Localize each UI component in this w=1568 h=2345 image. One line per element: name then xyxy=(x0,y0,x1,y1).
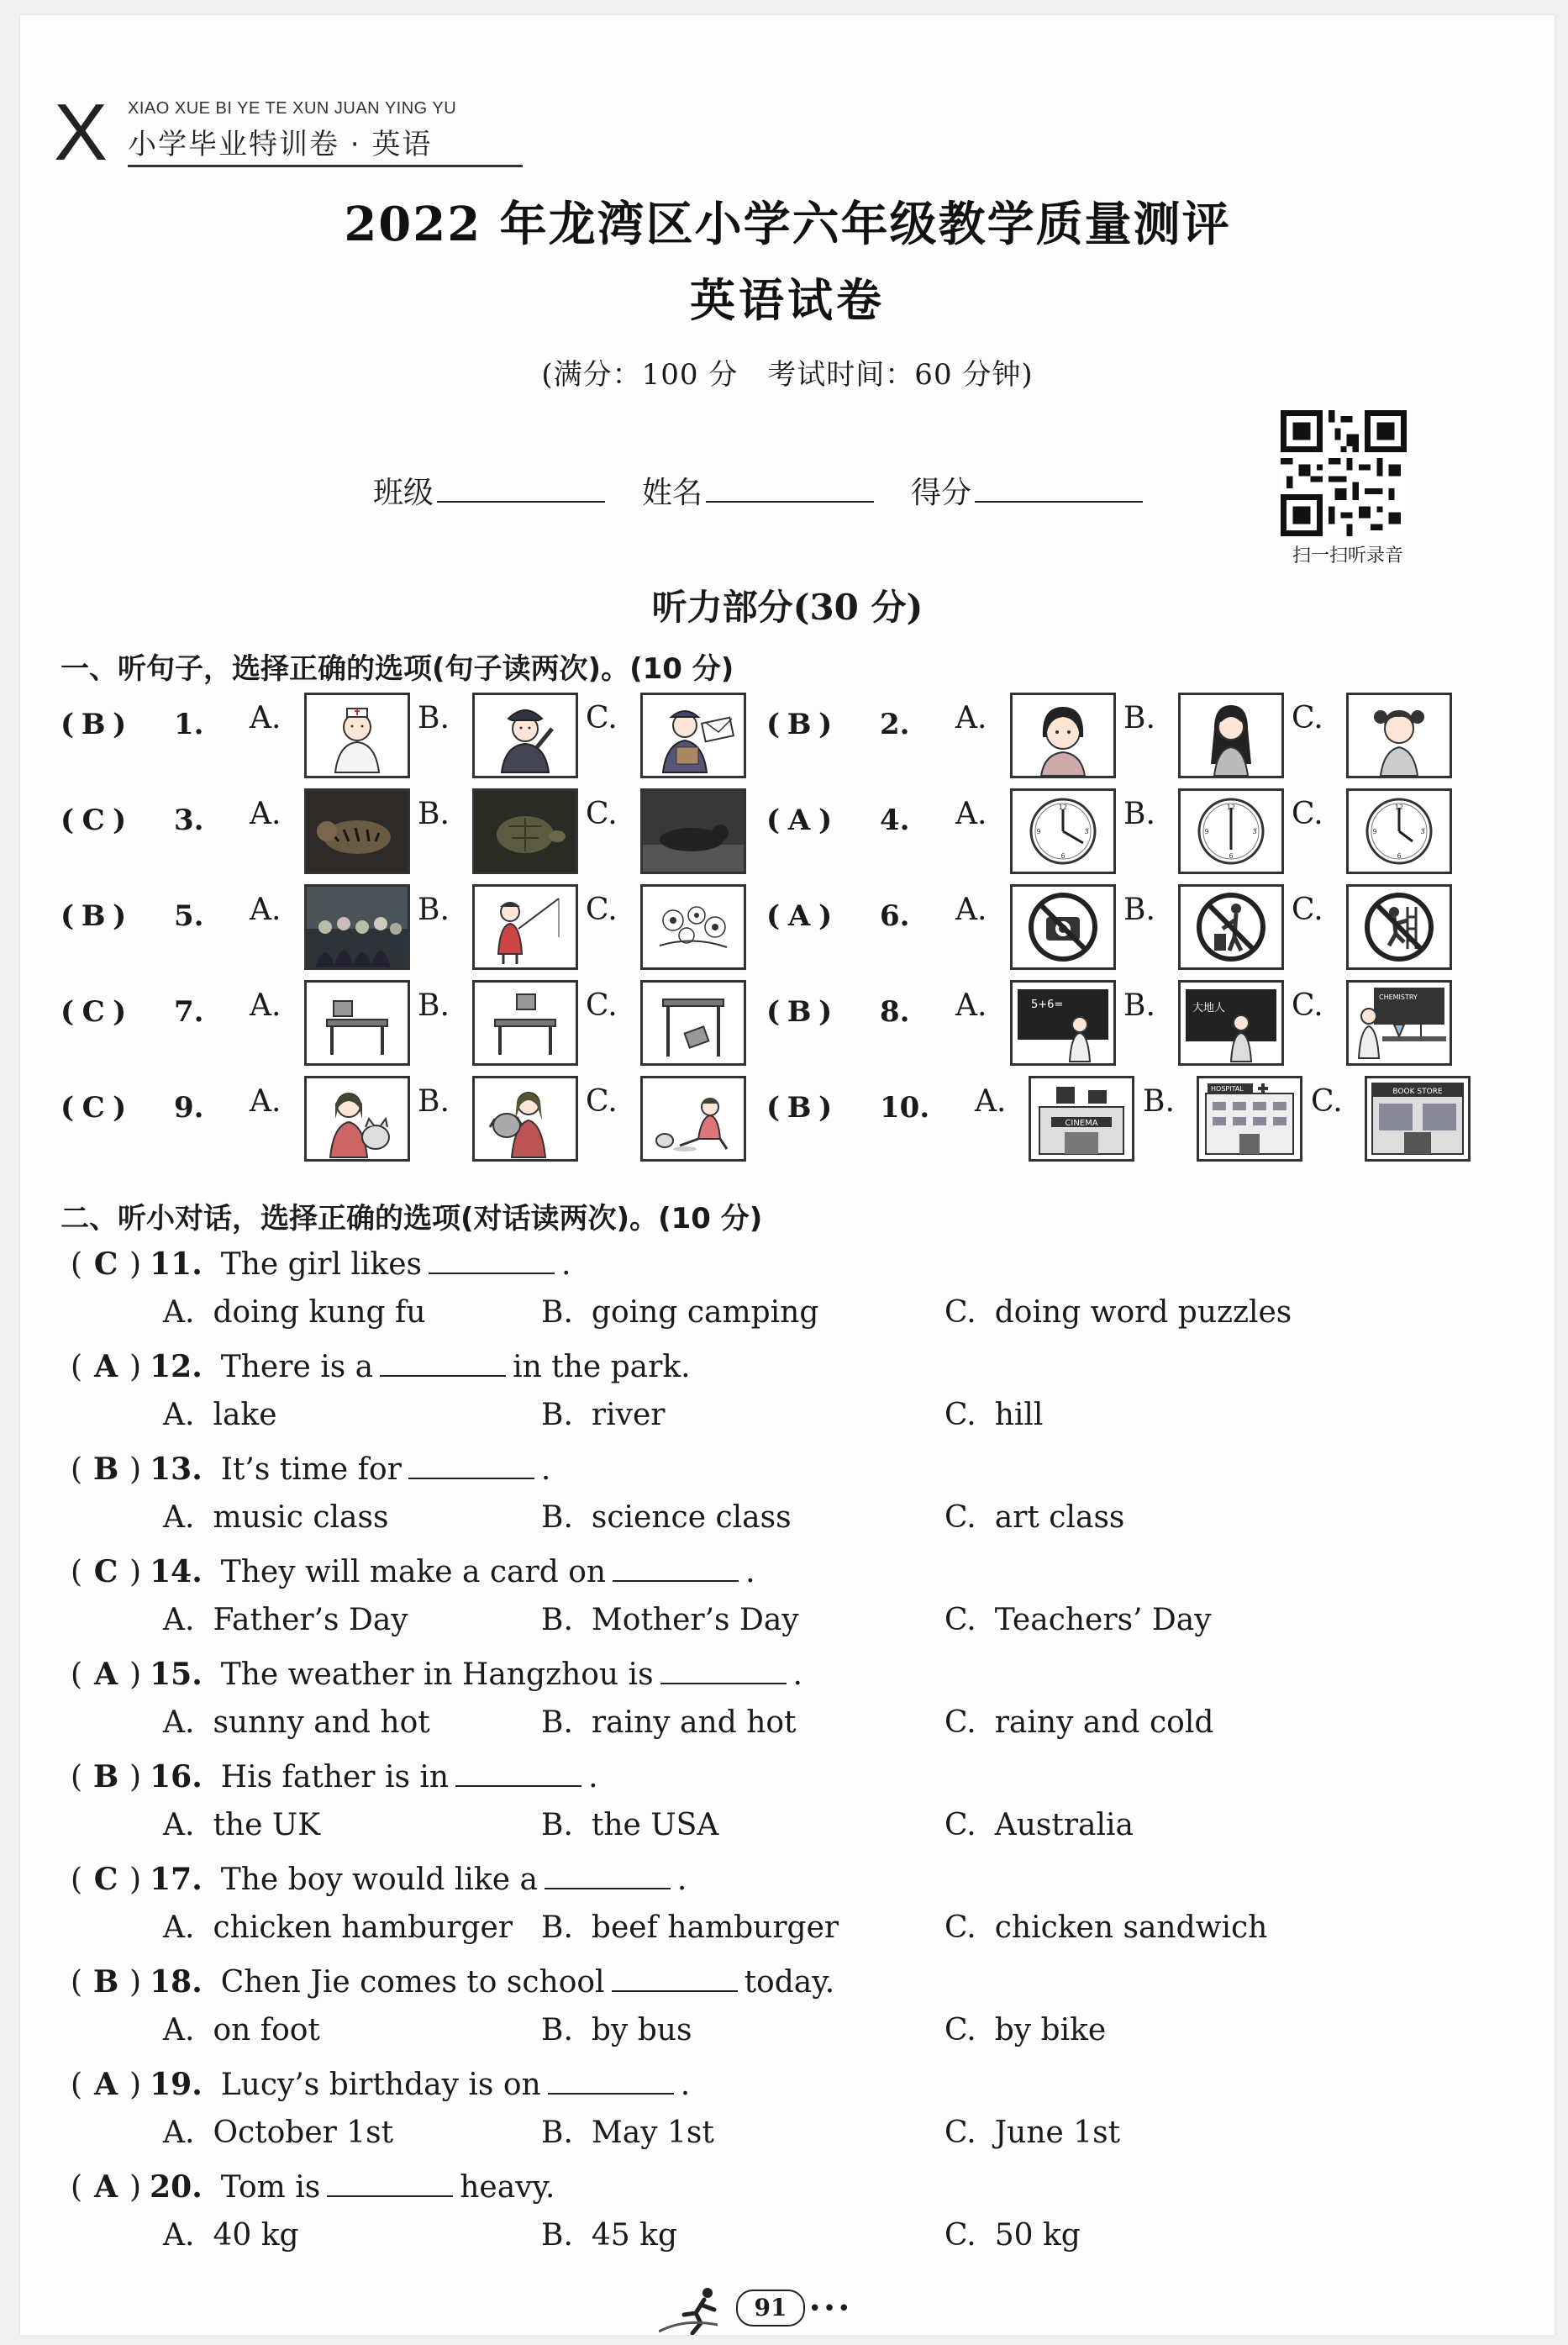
option-text: rainy and hot xyxy=(591,1705,797,1740)
option-c[interactable] xyxy=(944,1705,1213,1740)
svg-text:6: 6 xyxy=(1229,852,1234,860)
option-b[interactable] xyxy=(541,2013,692,2047)
option-b[interactable] xyxy=(541,1500,792,1535)
chemistry-board-text: CHEMISTRY xyxy=(1379,993,1418,1001)
option-c[interactable] xyxy=(944,2116,1120,2150)
section2-title: 二、听小对话，选择正确的选项(对话读两次)。(10 分) xyxy=(61,1202,763,1236)
question-number: 13. xyxy=(150,1452,203,1487)
svg-text:12: 12 xyxy=(1226,804,1236,811)
option-letter: A. xyxy=(163,1500,195,1535)
chemistry-class-picture[interactable] xyxy=(1346,980,1452,1066)
stem-text-before: His father is in xyxy=(220,1760,450,1794)
option-text: on foot xyxy=(213,2013,320,2047)
option-text: doing kung fu xyxy=(213,1295,426,1330)
option-letter: A. xyxy=(163,1295,195,1330)
answer-blank[interactable] xyxy=(613,1555,739,1582)
question-number: 8. xyxy=(880,995,910,1029)
flowers-picture[interactable] xyxy=(640,884,746,970)
option-text: beef hamburger xyxy=(591,1910,839,1945)
option-a[interactable] xyxy=(163,1500,388,1535)
option-text: art class xyxy=(994,1500,1125,1535)
option-text: June 1st xyxy=(994,2116,1121,2150)
option-label-a: A. xyxy=(955,797,987,831)
option-label-a: A. xyxy=(975,1084,1007,1119)
option-letter: B. xyxy=(541,1500,573,1535)
option-text: rainy and cold xyxy=(994,1705,1214,1740)
option-text: science class xyxy=(591,1500,792,1535)
clock-picture[interactable] xyxy=(1178,788,1284,874)
answer-letter: C xyxy=(82,1091,105,1125)
option-label-b: B. xyxy=(418,797,450,831)
option-label-b: B. xyxy=(1123,988,1155,1023)
option-label-a: A. xyxy=(955,988,987,1023)
option-c[interactable] xyxy=(944,2013,1106,2047)
option-letter: C. xyxy=(944,1500,976,1535)
stem-text-after: today. xyxy=(744,1965,835,2000)
option-text: the USA xyxy=(591,1808,719,1842)
question-1: ( B ) 1. A. B. C. xyxy=(61,693,766,777)
nurse-picture[interactable] xyxy=(304,693,410,778)
section1-title: 一、听句子，选择正确的选项(句子读两次)。(10 分) xyxy=(61,652,734,686)
option-b[interactable] xyxy=(541,1603,799,1637)
stem-text-after: . xyxy=(680,2068,691,2102)
series-title: 小学毕业特训卷 · 英语 xyxy=(128,128,433,161)
question-6: ( A ) 6. A. B. C. xyxy=(766,884,1548,968)
question-number: 14. xyxy=(150,1554,203,1589)
question-number: 1. xyxy=(174,708,204,741)
option-label-c: C. xyxy=(1311,1084,1343,1119)
option-text: river xyxy=(591,1398,666,1432)
answer-blank[interactable] xyxy=(408,1452,534,1479)
answer-letter: A xyxy=(94,1657,118,1692)
option-b[interactable] xyxy=(541,1398,665,1432)
answer-blank[interactable] xyxy=(455,1760,581,1787)
score-label: 得分 xyxy=(911,476,972,510)
option-c[interactable] xyxy=(944,1295,1292,1330)
svg-text:6: 6 xyxy=(1397,852,1402,860)
option-b[interactable] xyxy=(541,2116,714,2150)
answer-letter: A xyxy=(94,2067,118,2102)
question-stem: ( C ) 11. The girl likes . xyxy=(71,1246,571,1282)
stem-text-after: in the park. xyxy=(513,1350,691,1384)
question-2: ( B ) 2. A. B. C. xyxy=(766,693,1548,777)
option-text: chicken sandwich xyxy=(994,1910,1268,1945)
footer-dots-icon: ••• xyxy=(808,2296,853,2321)
option-letter: A. xyxy=(163,1603,195,1637)
option-text: music class xyxy=(213,1500,389,1535)
option-a[interactable] xyxy=(163,1808,320,1842)
svg-text:9: 9 xyxy=(1204,828,1209,835)
option-label-b: B. xyxy=(418,988,450,1023)
option-label-c: C. xyxy=(1292,988,1323,1023)
stem-text-after: . xyxy=(561,1247,571,1282)
option-label-c: C. xyxy=(1292,893,1323,927)
option-c[interactable] xyxy=(944,1808,1134,1842)
option-b[interactable] xyxy=(541,1910,839,1945)
math-board-text: 5+6= xyxy=(1031,999,1064,1011)
option-b[interactable] xyxy=(541,1295,818,1330)
answer-blank[interactable] xyxy=(380,1350,506,1377)
option-a[interactable] xyxy=(163,2218,299,2253)
option-text: Teachers’ Day xyxy=(994,1603,1212,1637)
option-c[interactable] xyxy=(944,1398,1043,1432)
no-littering-sign[interactable] xyxy=(1178,884,1284,970)
bookstore-building[interactable] xyxy=(1365,1076,1471,1162)
question-stem: ( B ) 18. Chen Jie comes to school today. xyxy=(71,1964,835,2000)
fishing-boy-picture[interactable] xyxy=(472,884,578,970)
option-label-a: A. xyxy=(250,988,282,1023)
option-label-c: C. xyxy=(586,893,618,927)
question-stem: ( B ) 16. His father is in . xyxy=(71,1759,598,1794)
answer-letter: A xyxy=(94,2169,118,2205)
option-label-b: B. xyxy=(1123,797,1155,831)
question-number: 11. xyxy=(150,1246,203,1282)
option-letter: C. xyxy=(944,2116,976,2150)
question-stem: ( C ) 17. The boy would like a . xyxy=(71,1862,687,1897)
question-number: 4. xyxy=(880,804,910,837)
option-label-b: B. xyxy=(1143,1084,1175,1119)
answer-letter: B xyxy=(92,1452,119,1487)
stem-text-before: They will make a card on xyxy=(220,1555,607,1589)
class-label: 班级 xyxy=(373,476,434,510)
option-letter: C. xyxy=(944,1705,976,1740)
answer-letter: B xyxy=(81,899,106,933)
question-number: 19. xyxy=(150,2067,203,2102)
question-number: 20. xyxy=(150,2169,203,2205)
geography-class-picture[interactable] xyxy=(1178,980,1284,1066)
answer-blank[interactable] xyxy=(327,2170,453,2197)
stem-text-before: The weather in Hangzhou is xyxy=(220,1657,654,1692)
stem-text-before: Tom is xyxy=(220,2170,321,2205)
option-letter: A. xyxy=(163,1910,195,1945)
stem-text-after: . xyxy=(540,1452,551,1487)
option-letter: B. xyxy=(541,2218,573,2253)
question-7: ( C ) 7. A. B. C. xyxy=(61,980,766,1064)
question-number: 9. xyxy=(174,1091,204,1125)
stem-text-before: The boy would like a xyxy=(220,1863,538,1897)
math-class-picture[interactable] xyxy=(1010,980,1116,1066)
postman-picture[interactable] xyxy=(640,693,746,778)
stem-text-before: It’s time for xyxy=(220,1452,402,1487)
option-label-c: C. xyxy=(586,797,618,831)
option-letter: B. xyxy=(541,1705,573,1740)
stem-text-before: Chen Jie comes to school xyxy=(220,1965,605,2000)
qr-code-icon[interactable] xyxy=(1281,410,1407,536)
name-label: 姓名 xyxy=(642,476,703,510)
question-number: 6. xyxy=(880,899,910,933)
option-letter: A. xyxy=(163,1705,195,1740)
svg-text:6: 6 xyxy=(1060,852,1066,860)
svg-text:12: 12 xyxy=(1394,804,1404,811)
svg-text:9: 9 xyxy=(1036,828,1041,835)
answer-letter: A xyxy=(94,1349,118,1384)
option-text: doing word puzzles xyxy=(994,1295,1292,1330)
question-9: ( C ) 9. A. B. C. xyxy=(61,1076,766,1160)
answer-blank[interactable] xyxy=(660,1657,787,1684)
option-letter: C. xyxy=(944,2013,976,2047)
option-c[interactable] xyxy=(944,2218,1081,2253)
option-label-a: A. xyxy=(250,701,282,735)
answer-letter: B xyxy=(787,1091,812,1125)
score-field[interactable] xyxy=(911,469,1143,512)
option-letter: B. xyxy=(541,1603,573,1637)
answer-letter: A xyxy=(787,804,811,837)
option-a[interactable] xyxy=(163,2013,320,2047)
option-label-b: B. xyxy=(418,1084,450,1119)
no-climbing-sign[interactable] xyxy=(1346,884,1452,970)
question-number: 15. xyxy=(150,1657,203,1692)
option-letter: C. xyxy=(944,1910,976,1945)
question-number: 2. xyxy=(880,708,910,741)
option-label-a: A. xyxy=(955,701,987,735)
question-8: ( B ) 8. A. 5+6= B. 大地人 C. CHEMISTRY xyxy=(766,980,1548,1064)
question-number: 12. xyxy=(150,1349,203,1384)
option-letter: A. xyxy=(163,2116,195,2150)
exam-meta: (满分：100 分 考试时间：60 分钟) xyxy=(541,358,1034,392)
option-text: hill xyxy=(994,1398,1044,1432)
stem-text-after: heavy. xyxy=(460,2170,555,2205)
header-rule xyxy=(128,165,523,167)
option-label-a: A. xyxy=(250,797,282,831)
stem-text-after: . xyxy=(792,1657,802,1692)
question-stem: ( A ) 15. The weather in Hangzhou is . xyxy=(71,1657,802,1692)
score-blank[interactable] xyxy=(975,476,1143,503)
option-label-b: B. xyxy=(1123,893,1155,927)
question-number: 10. xyxy=(880,1091,930,1125)
option-label-a: A. xyxy=(955,893,987,927)
question-stem: ( A ) 19. Lucy’s birthday is on . xyxy=(71,2067,691,2102)
svg-text:3: 3 xyxy=(1252,828,1257,835)
question-stem: ( A ) 12. There is a in the park. xyxy=(71,1349,691,1384)
option-text: Australia xyxy=(994,1808,1134,1842)
name-blank[interactable] xyxy=(706,476,874,503)
question-10: ( B ) 10. A. CINEMA B. HOSPITAL C. BOOK STORE xyxy=(766,1076,1548,1160)
question-number: 3. xyxy=(174,804,204,837)
answer-letter: B xyxy=(92,1759,119,1794)
option-label-b: B. xyxy=(418,893,450,927)
option-label-b: B. xyxy=(418,701,450,735)
option-letter: B. xyxy=(541,1295,573,1330)
turtle-photo[interactable] xyxy=(472,788,578,874)
question-number: 17. xyxy=(150,1862,203,1897)
option-letter: B. xyxy=(541,1398,573,1432)
stem-text-after: . xyxy=(588,1760,598,1794)
answer-blank[interactable] xyxy=(612,1965,738,1992)
stem-text-after: . xyxy=(745,1555,755,1589)
bookstore-sign-text: BOOK STORE xyxy=(1392,1088,1443,1096)
question-number: 16. xyxy=(150,1759,203,1794)
option-label-c: C. xyxy=(586,1084,618,1119)
option-label-c: C. xyxy=(586,988,618,1023)
option-text: 50 kg xyxy=(994,2218,1081,2253)
option-c[interactable] xyxy=(944,1500,1124,1535)
answer-letter: C xyxy=(82,995,105,1029)
option-text: Mother’s Day xyxy=(591,1603,799,1637)
option-text: sunny and hot xyxy=(213,1705,430,1740)
question-stem: ( B ) 13. It’s time for . xyxy=(71,1452,551,1487)
girl-with-dog-picture[interactable] xyxy=(472,1076,578,1162)
answer-blank[interactable] xyxy=(548,2068,674,2095)
long-hair-girl-picture[interactable] xyxy=(1178,693,1284,778)
option-letter: C. xyxy=(944,1808,976,1842)
question-number: 5. xyxy=(174,899,204,933)
option-text: going camping xyxy=(591,1295,819,1330)
girl-sitting-with-cat-picture[interactable] xyxy=(640,1076,746,1162)
answer-blank[interactable] xyxy=(429,1247,555,1274)
svg-text:9: 9 xyxy=(1372,828,1377,835)
option-label-c: C. xyxy=(586,701,618,735)
svg-text:3: 3 xyxy=(1084,828,1089,835)
class-field[interactable] xyxy=(373,469,605,512)
exam-subtitle: 英语试卷 xyxy=(690,273,885,327)
answer-letter: A xyxy=(787,899,811,933)
answer-letter: B xyxy=(787,708,812,741)
class-blank[interactable] xyxy=(437,476,605,503)
option-label-c: C. xyxy=(1292,797,1323,831)
stem-text-before: There is a xyxy=(220,1350,374,1384)
option-text: 40 kg xyxy=(213,2218,299,2253)
answer-letter: C xyxy=(93,1246,118,1282)
option-b[interactable] xyxy=(541,2218,677,2253)
answer-letter: C xyxy=(93,1554,118,1589)
question-3: ( C ) 3. A. B. C. xyxy=(61,788,766,872)
option-text: chicken hamburger xyxy=(213,1910,513,1945)
no-photos-sign[interactable] xyxy=(1010,884,1116,970)
page-footer xyxy=(642,2284,894,2335)
question-number: 7. xyxy=(174,995,204,1029)
option-letter: A. xyxy=(163,1808,195,1842)
option-text: lake xyxy=(213,1398,277,1432)
option-text: by bus xyxy=(591,2013,692,2047)
picture-on-table[interactable] xyxy=(472,980,578,1066)
picture-on-table[interactable] xyxy=(304,980,410,1066)
option-letter: B. xyxy=(541,2116,573,2150)
clock-picture[interactable] xyxy=(1346,788,1452,874)
answer-letter: C xyxy=(93,1862,118,1897)
option-letter: B. xyxy=(541,1910,573,1945)
page-number: 91 xyxy=(736,2290,805,2327)
option-text: 45 kg xyxy=(591,2218,678,2253)
option-letter: A. xyxy=(163,1398,195,1432)
seal-photo[interactable] xyxy=(640,788,746,874)
qr-label: 扫一扫听录音 xyxy=(1292,545,1403,566)
option-label-a: A. xyxy=(250,893,282,927)
cinema-building[interactable] xyxy=(1029,1076,1134,1162)
pigtail-girl-picture[interactable] xyxy=(1346,693,1452,778)
answer-letter: B xyxy=(92,1964,119,2000)
series-pinyin: XIAO XUE BI YE TE XUN JUAN YING YU xyxy=(128,99,457,118)
exam-title: 2022 年龙湾区小学六年级教学质量测评 xyxy=(344,197,1231,252)
option-letter: C. xyxy=(944,1295,976,1330)
svg-text:3: 3 xyxy=(1420,828,1425,835)
question-stem: ( C ) 14. They will make a card on . xyxy=(71,1554,755,1589)
answer-blank[interactable] xyxy=(545,1863,671,1889)
series-logo-letter: X xyxy=(54,87,108,177)
option-a[interactable] xyxy=(163,1705,430,1740)
tiger-photo[interactable] xyxy=(304,788,410,874)
geography-board-text: 大地人 xyxy=(1192,1002,1226,1014)
option-letter: B. xyxy=(541,1808,573,1842)
option-letter: C. xyxy=(944,2218,976,2253)
option-a[interactable] xyxy=(163,2116,393,2150)
answer-letter: B xyxy=(81,708,106,741)
option-b[interactable] xyxy=(541,1808,718,1842)
question-4: ( A ) 4. A. 12 3 6 9 B. 12 3 6 9 C. 12 3 6 9 xyxy=(766,788,1548,872)
police-officer-picture[interactable] xyxy=(472,693,578,778)
option-text: October 1st xyxy=(213,2116,394,2150)
option-b[interactable] xyxy=(541,1705,797,1740)
answer-letter: C xyxy=(82,804,105,837)
hospital-building[interactable] xyxy=(1197,1076,1302,1162)
picture-under-table[interactable] xyxy=(640,980,746,1066)
option-letter: C. xyxy=(944,1603,976,1637)
name-field[interactable] xyxy=(642,469,874,512)
option-text: Father’s Day xyxy=(213,1603,408,1637)
girl-with-cat-picture[interactable] xyxy=(304,1076,410,1162)
question-number: 18. xyxy=(150,1964,203,2000)
stem-text-after: . xyxy=(676,1863,687,1897)
option-label-c: C. xyxy=(1292,701,1323,735)
crowd-photo[interactable] xyxy=(304,884,410,970)
option-text: the UK xyxy=(213,1808,321,1842)
question-stem: ( A ) 20. Tom is heavy. xyxy=(71,2169,555,2205)
option-letter: B. xyxy=(541,2013,573,2047)
option-letter: A. xyxy=(163,2013,195,2047)
stem-text-before: Lucy’s birthday is on xyxy=(220,2068,541,2102)
option-text: by bike xyxy=(994,2013,1107,2047)
exam-page xyxy=(20,15,1555,2335)
option-letter: C. xyxy=(944,1398,976,1432)
option-a[interactable] xyxy=(163,1910,513,1945)
answer-letter: B xyxy=(787,995,812,1029)
option-c[interactable] xyxy=(944,1603,1212,1637)
option-label-b: B. xyxy=(1123,701,1155,735)
question-5: ( B ) 5. A. B. C. xyxy=(61,884,766,968)
cinema-sign-text: CINEMA xyxy=(1065,1119,1098,1128)
listening-part-title: 听力部分(30 分) xyxy=(651,587,923,628)
option-text: May 1st xyxy=(591,2116,714,2150)
svg-text:12: 12 xyxy=(1058,804,1068,811)
stem-text-before: The girl likes xyxy=(220,1247,423,1282)
option-a[interactable] xyxy=(163,1603,408,1637)
option-a[interactable] xyxy=(163,1398,277,1432)
option-a[interactable] xyxy=(163,1295,426,1330)
option-letter: A. xyxy=(163,2218,195,2253)
clock-picture[interactable] xyxy=(1010,788,1116,874)
option-label-a: A. xyxy=(250,1084,282,1119)
short-hair-girl-picture[interactable] xyxy=(1010,693,1116,778)
hospital-sign-text: HOSPITAL xyxy=(1211,1085,1244,1093)
option-c[interactable] xyxy=(944,1910,1267,1945)
runner-icon xyxy=(659,2284,734,2335)
